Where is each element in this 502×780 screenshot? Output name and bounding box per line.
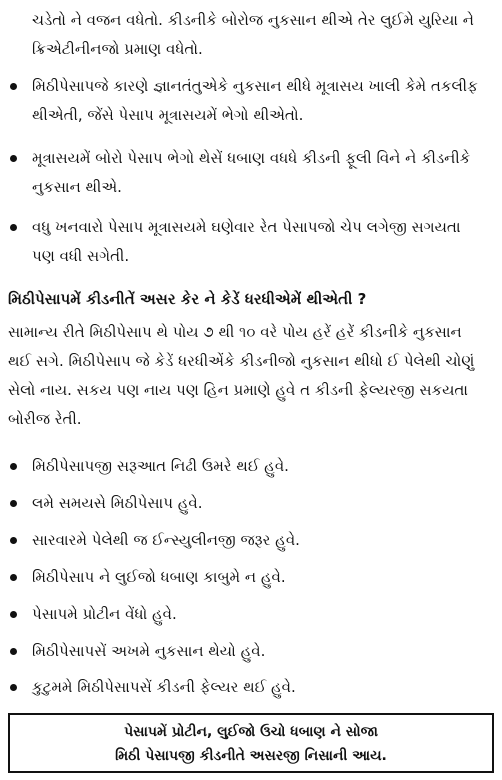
body-paragraph (8, 318, 496, 434)
bullet-icon (10, 684, 17, 691)
list-item-line: મિઠીપેસાપજે કારણે જ્ઞાનતંતુએકે નુકસાન થીધે મૂત્રાસય ખાલી કેમે તકલીફ (32, 77, 478, 95)
callout-line: પેસાપમેં પ્રોટીન, લુઈજો ઉચો ધબાણ ને સોજા (124, 724, 378, 740)
section-heading: મિઠીપેસાપમેં કીડનીતેં અસર કેર ને કેડેં ધરધીએમેં થીએતી ? (8, 290, 367, 308)
bullet-icon (10, 574, 17, 581)
intro-line: ક્રિએટીનીનજો પ્રમાણ વધેતો. (32, 40, 203, 58)
bullet-icon (10, 611, 17, 618)
list-item-text: કુટુમમે મિઠીપેસાપસેં કીડની ફેલ્યર થઈ હુવે. (32, 678, 296, 696)
list-item-line: વધુ ખનવારો પેસાપ મૂત્રાસયમે ઘણેવાર રેત પેસાપજો ચેપ લગેજી સગયતા (32, 218, 461, 236)
bullet-icon (10, 463, 17, 470)
list-item-text: મિઠીપેસાપ ને લુઈજો ધબાણ કાબુમે ન હુવે. (32, 568, 286, 586)
list-item-line: પણ વધી સગેતી. (32, 247, 130, 265)
list-item-text: સારવારમે પેલેથી જ ઈન્સ્યુલીનજી જરૂર હુવે. (32, 531, 300, 549)
body-line: થઈ સગે. મિઠીપેસાપ જે કેડેં ધરધીએંકે કીડનીજો નુકસાન થીધો ઈ પેલેથી ચોણું (8, 352, 475, 370)
list-item-text: મિઠીપેસાપજી સરૂઆત નિઢી ઉમરે થઈ હુવે. (32, 457, 289, 475)
bullet-icon (10, 83, 17, 90)
bullet-icon (10, 648, 17, 655)
callout-line: મિઠી પેસાપજી કીડનીતે અસરજી નિસાની આય. (115, 748, 387, 764)
list-item-text: લમે સમયસે મિઠીપેસાપ હુવે. (32, 494, 203, 512)
list-item-line: નુકસાન થીએ. (32, 178, 122, 196)
body-line: સામાન્ય રીતે મિઠીપેસાપ થે પોય ૭ થી ૧૦ વરે પોય હરેં હરેં કીડનીકે નુકસાન (8, 323, 462, 341)
list-item-line: મૂત્રાસયમેં બોરો પેસાપ ભેગો થેસેં ધબાણ વધધે કીડની ફૂલી વિને ને કીડનીકે (32, 149, 471, 167)
body-line: સેલો નાય. સકય પણ નાય પણ હિન પ્રમાણે હુવે ત કીડની ફેલ્યરજી સકયતા (8, 381, 468, 399)
bullet-icon (10, 224, 17, 231)
body-line: બોરીજ રેતી. (8, 410, 82, 428)
bullet-icon (10, 537, 17, 544)
bullet-icon (10, 155, 17, 162)
intro-paragraph (32, 6, 494, 64)
list-item-text (32, 72, 496, 130)
list-item-text (32, 144, 496, 202)
list-item-text: પેસાપમે પ્રોટીન વેંધો હુવે. (32, 605, 177, 623)
list-item-line: થીએતી, જેંસે પેસાપ મૂત્રાસયમેં ભેગો થીએતો. (32, 106, 304, 124)
list-item-text (32, 213, 496, 271)
intro-line: ચડેતો ને વજન વધેતો. કીડનીકે બોરોજ નુકસાન થીએ તેર લુઈમે યુરિયા ને (32, 11, 474, 29)
callout-box (8, 713, 494, 773)
list-item-text: મિઠીપેસાપસેં અખમે નુકસાન થેયો હુવે. (32, 642, 266, 660)
bullet-icon (10, 500, 17, 507)
